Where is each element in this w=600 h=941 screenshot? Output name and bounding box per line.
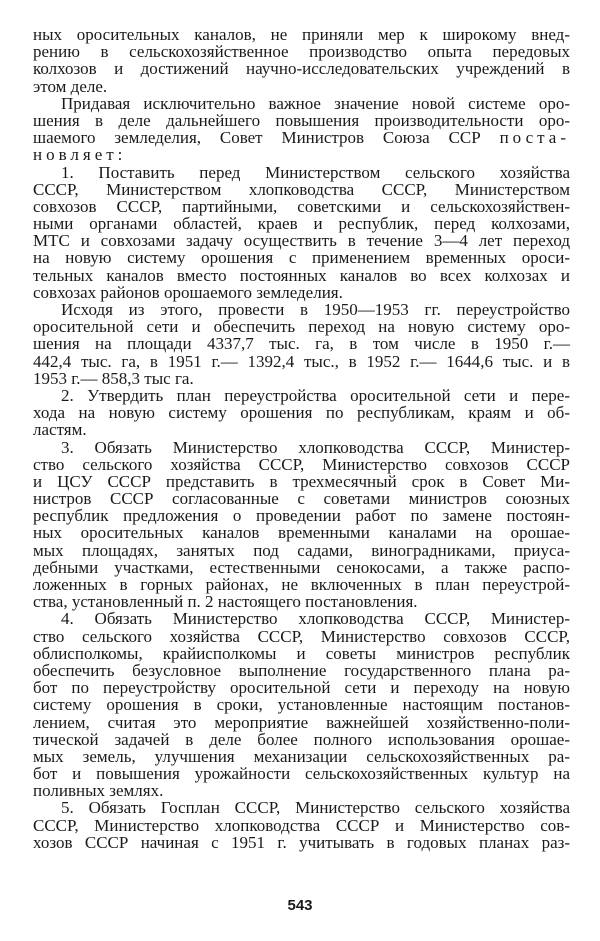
text-line: лением, считая это мероприятие важнейшей хозяйственно-поли- <box>33 712 570 732</box>
text-line: совхозах районов орошаемого земледелия. <box>33 282 343 302</box>
text-line: мых площадях, занятых под садами, виноградниками, приуса- <box>33 540 570 560</box>
text-line: Придавая исключительно важное значение новой системе оро- <box>61 93 570 113</box>
text-line: хода на новую систему орошения по республикам, краям и об- <box>33 403 570 423</box>
text-line <box>33 146 570 163</box>
text-line: облисполкомы, крайисполкомы и советы министров республик <box>33 643 570 663</box>
text-line: рению в сельскохозяйственное производство опыта передовых <box>33 42 570 62</box>
text-line: бот и повышения урожайности сельскохозяйственных культур на <box>33 764 570 784</box>
text-line: дебными участками, естественными сенокосами, а также распо- <box>33 557 570 577</box>
spaced-emphasis-text: поста- <box>499 128 570 148</box>
text-line: тельных каналов вместо постоянных каналов во всех колхозах и <box>33 265 570 285</box>
text-line: поливных землях. <box>33 781 164 801</box>
text-line: совхозов СССР, партийными, советскими и сельскохозяйствен- <box>33 196 570 216</box>
text-line: ства, установленный п. 2 настоящего постановления. <box>33 592 418 612</box>
text-segment: шаемого земледелия, Совет Министров Союза ССР <box>33 128 481 148</box>
text-line: 3. Обязать Министерство хлопководства СССР, Министер- <box>61 437 570 457</box>
text-line: оросительной сети и обеспечить переход на новую систему оро- <box>33 317 570 337</box>
text-line: хозов СССР начиная с 1951 г. учитывать в годовых планах раз- <box>33 832 570 852</box>
text-line: 4. Обязать Министерство хлопководства СССР, Министер- <box>61 609 570 629</box>
text-line: бот по переустройству оросительной сети и переходу на новую <box>33 678 570 698</box>
text-line: ными органами областей, краев и республик, перед колхозами, <box>33 214 570 234</box>
text-line: на новую систему орошения с применением временных ороси- <box>33 248 570 268</box>
text-line: республик предложения о проведении работ по замене постоян- <box>33 506 570 526</box>
text-line: нистров СССР согласованные с советами министров союзных <box>33 489 570 509</box>
text-line: ных оросительных каналов, не приняли мер к широкому внед- <box>33 25 570 44</box>
text-line: 442,4 тыс. га, в 1951 г.— 1392,4 тыс., в 1952 г.— 1644,6 тыс. и в <box>33 351 570 371</box>
text-line: СССР, Министерством хлопководства СССР, Министерством <box>33 179 570 199</box>
text-line: шения в деле дальнейшего повышения производительности оро- <box>33 110 570 130</box>
text-line: ных оросительных каналов временными каналами на орошае- <box>33 523 570 543</box>
text-line: тической задачей в деле более полного использования орошае- <box>33 729 570 749</box>
spaced-emphasis-text: новляет: <box>33 145 127 165</box>
text-line: и ЦСУ СССР представить в трехмесячный срок в Совет Ми- <box>33 471 570 491</box>
text-line: 1953 г.— 858,3 тыс га. <box>33 368 194 388</box>
page-number: 543 <box>287 897 313 914</box>
text-line: этом деле. <box>33 76 108 96</box>
text-line: 2. Утвердить план переустройства оросительной сети и пере- <box>61 385 570 405</box>
text-line: систему орошения в сроки, установленные настоящим постанов- <box>33 695 570 715</box>
text-line: ложенных в горных районах, не включенных в план переустрой- <box>33 575 570 594</box>
text-line: МТС и совхозами задачу осуществить в течение 3—4 лет переход <box>33 231 570 251</box>
text-line: СССР, Министерство хлопководства СССР и Министерство сов- <box>33 815 570 835</box>
text-line: обеспечить безусловное выполнение государственного плана ра- <box>33 660 570 680</box>
text-line: ство сельского хозяйства СССР, Министерство совхозов СССР, <box>33 626 570 646</box>
text-line: колхозов и достижений научно-исследовательских учреждений в <box>33 59 570 79</box>
text-line: шения на площади 4337,7 тыс. га, в том числе в 1950 г.— <box>33 334 570 354</box>
text-line: 1. Поставить перед Министерством сельского хозяйства <box>61 162 570 182</box>
text-line: ластям. <box>33 420 87 440</box>
text-line: Исходя из этого, провести в 1950—1953 гг. переустройство <box>61 300 570 319</box>
text-line: мых земель, улучшения механизации сельскохозяйственных ра- <box>33 746 570 766</box>
text-line: 5. Обязать Госплан СССР, Министерство сельского хозяйства <box>61 798 570 818</box>
text-line: ство сельского хозяйства СССР, Министерство совхозов СССР <box>33 454 570 474</box>
text-line <box>33 129 570 146</box>
document-body <box>33 26 570 851</box>
